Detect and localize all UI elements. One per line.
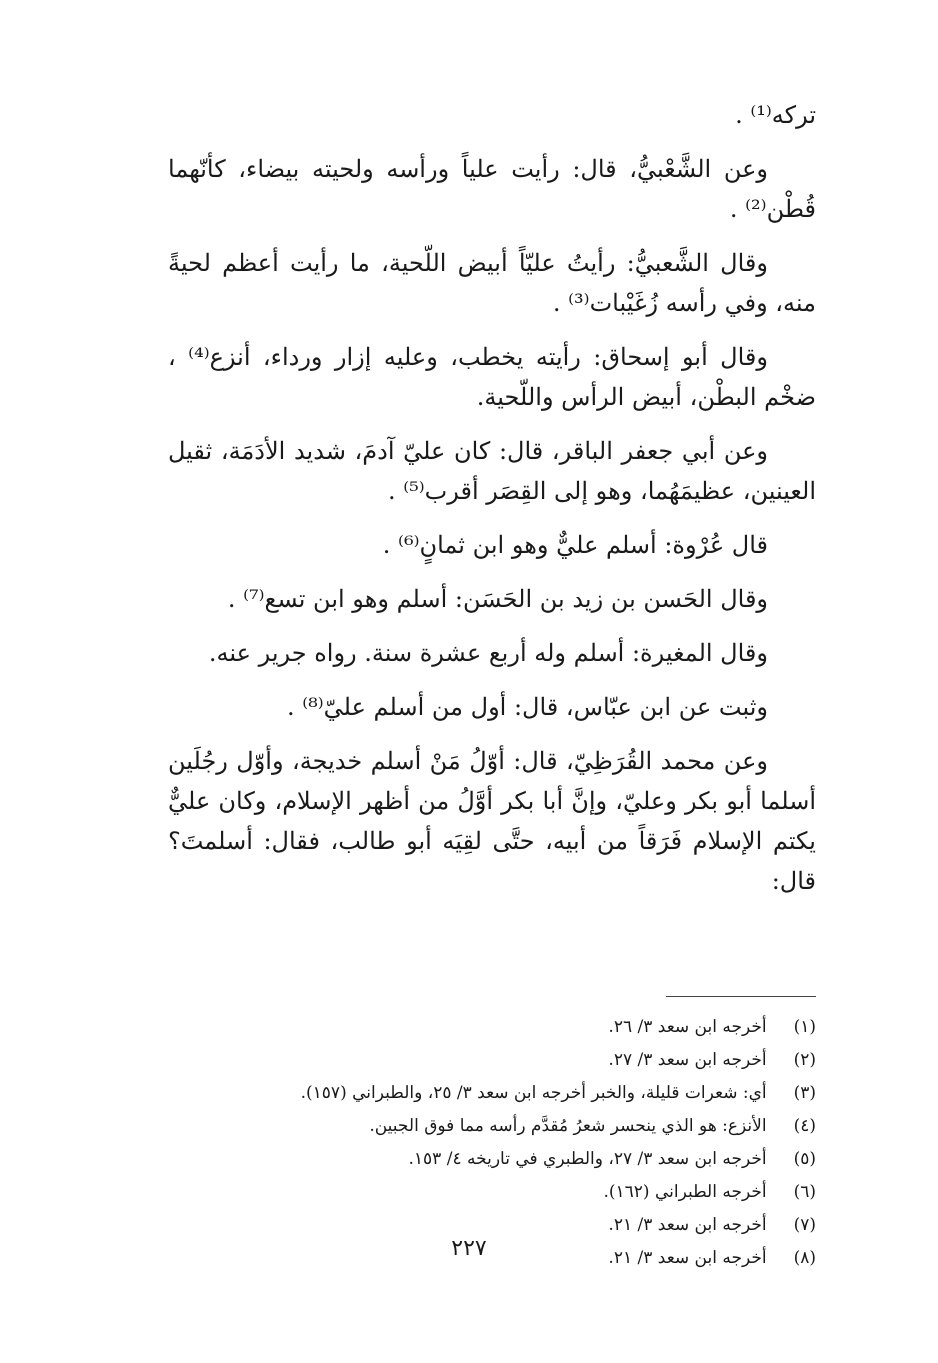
footnote-text: أخرجه ابن سعد ٣/ ٢١. xyxy=(608,1215,767,1235)
footnote-number: (١) xyxy=(793,1017,816,1037)
footnote-text: الأنزع: هو الذي ينحسر شعرُ مُقدَّم رأسه مما فوق الجبين. xyxy=(369,1116,767,1136)
paragraph: وقال المغيرة: أسلم وله أربع عشرة سنة. رواه جرير عنه. xyxy=(208,639,768,667)
paragraph: وثبت عن ابن عبّاس، قال: أول من أسلم عليّ⁽⁸⁾ . xyxy=(286,693,768,721)
footnote xyxy=(168,1110,816,1143)
footnote-number: (٢) xyxy=(793,1050,816,1070)
footnote xyxy=(168,1011,816,1044)
paragraph: وقال الشَّعبيُّ: رأيتُ عليّاً أبيض اللّحية، ما رأيت أعظم لحيةً منه، وفي رأسه زُغَيْبات⁽³⁾ . xyxy=(168,249,816,317)
footnote-number: (٦) xyxy=(793,1182,816,1202)
footnote xyxy=(168,1077,816,1110)
footnote-text: أي: شعرات قليلة، والخبر أخرجه ابن سعد ٣/ ٢٥، والطبراني (١٥٧). xyxy=(300,1083,767,1103)
footnote-number: (٥) xyxy=(793,1149,816,1169)
footnote-number: (٤) xyxy=(793,1116,816,1136)
footnote-text: أخرجه الطبراني (١٦٢). xyxy=(603,1182,767,1202)
footnote-number: (٣) xyxy=(793,1083,816,1103)
footnote xyxy=(168,1176,816,1209)
footnote-divider xyxy=(666,996,816,997)
footnote xyxy=(168,1044,816,1077)
footnote-text: أخرجه ابن سعد ٣/ ٢٧، والطبري في تاريخه ٤/ ١٥٣. xyxy=(408,1149,767,1169)
page-number: ٢٢٧ xyxy=(451,1236,487,1261)
paragraph: وعن محمد القُرَظِيّ، قال: أوّلُ مَنْ أسلم خديجة، وأوّل رجُلَين أسلما أبو بكر وعليّ، وإنَّ أبا بكر أوَّلُ من أظهر الإسلام، وكان عليٌّ يكتم الإسلام فَرَقاً من أبيه، حتَّى لقِيَه أبو طالب، فقال: أسلمتَ؟ قال: xyxy=(168,747,816,895)
footnote xyxy=(168,1143,816,1176)
body-text xyxy=(168,95,816,901)
paragraph: وقال الحَسن بن زيد بن الحَسَن: أسلم وهو ابن تسع⁽⁷⁾ . xyxy=(227,585,768,613)
footnote-number: (٨) xyxy=(793,1248,816,1268)
footnote-text: أخرجه ابن سعد ٣/ ٢٧. xyxy=(608,1050,767,1070)
footnote-text: أخرجه ابن سعد ٣/ ٢٦. xyxy=(608,1017,767,1037)
paragraph: وقال أبو إسحاق: رأيته يخطب، وعليه إزار ورداء، أنزع⁽⁴⁾ ، ضخْم البطْن، أبيض الرأس واللّحية. xyxy=(168,343,816,411)
paragraph: وعن أبي جعفر الباقر، قال: كان عليّ آدمَ، شديد الأدَمَة، ثقيل العينين، عظيمَهُما، وهو إلى القِصَر أقرب⁽⁵⁾ . xyxy=(168,437,816,505)
footnote-text: أخرجه ابن سعد ٣/ ٢١. xyxy=(608,1248,767,1268)
paragraph: وعن الشَّعْبيُّ، قال: رأيت علياً ورأسه ولحيته بيضاء، كأنّهما قُطْن⁽²⁾ . xyxy=(168,155,816,223)
paragraph: قال عُرْوة: أسلم عليٌّ وهو ابن ثمانٍ⁽⁶⁾ . xyxy=(382,531,768,559)
paragraph: تركه⁽¹⁾ . xyxy=(735,101,816,129)
footnote-number: (٧) xyxy=(793,1215,816,1235)
